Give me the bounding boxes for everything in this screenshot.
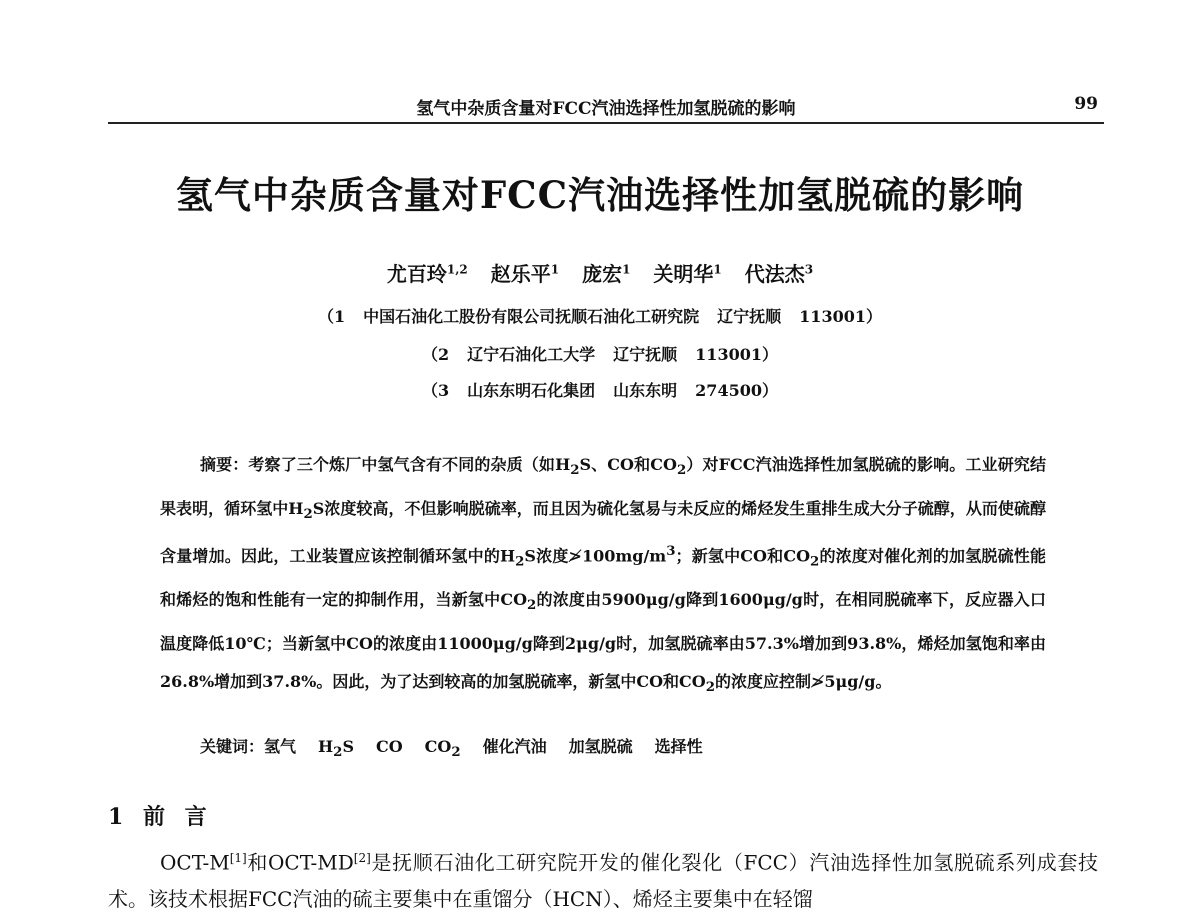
author-name: 尤百玲	[386, 262, 447, 286]
author-name: 关明华	[653, 262, 714, 286]
keywords	[200, 734, 725, 760]
affiliation-place: 辽宁抚顺	[613, 345, 678, 364]
section-number: 1	[108, 804, 130, 830]
affiliation-1	[0, 304, 1200, 327]
abstract-label: 摘要：	[200, 455, 249, 474]
author	[745, 262, 813, 286]
abstract: 摘要：考察了三个炼厂中氢气含有不同的杂质（如$H_2S$、CO和$CO_2$）对FCC汽油选择性加氢脱硫的影响。工业研究结果表明，循环氢中$H_2S$浓度较高，不但影响脱硫率，而且因为硫化氢易与未反应的烯烃发生重排生成大分子硫醇，从而使硫醇含量增加。因此，工业装置应该控制循环氢中的$H_2S$浓度$≯100mg/m^3$；新氢中CO和$CO_2$的浓度对催化剂的加氢脱硫性能和烯烃的饱和性能有一定的抑制作用，当新氢中$CO_2$的浓度由5900μg/g降到1600μg/g时，在相同脱硫率下，反应器入口温度降低10℃；当新氢中CO的浓度由11000μg/g降到2μg/g时，加氢脱硫率由57.3%增加到93.8%，烯烃加氢饱和率由26.8%增加到37.8%。因此，为了达到较高的加氢脱硫率，新氢中CO和$CO_2$的浓度应控制≯5μg/g。	[160, 455, 1046, 695]
author-affiliation-mark: 1	[622, 262, 631, 277]
author-name: 庞宏	[582, 262, 623, 286]
author	[582, 262, 630, 286]
section-title: 前 言	[142, 804, 213, 830]
author-name: 赵乐平	[490, 262, 551, 286]
section-heading	[108, 800, 213, 831]
citation: [1]	[229, 851, 247, 865]
affiliation-org: 中国石油化工股份有限公司抚顺石油化工研究院	[363, 307, 700, 326]
keyword: 催化汽油	[482, 737, 547, 756]
affiliation-number: （2	[422, 345, 450, 364]
keyword: 加氢脱硫	[568, 737, 633, 756]
author-name: 代法杰	[744, 262, 805, 286]
author-affiliation-mark: 3	[804, 262, 814, 277]
affiliation-org: 山东东明石化集团	[467, 381, 596, 400]
affiliation-zip: 274500）	[695, 381, 778, 400]
author	[387, 262, 468, 286]
author-affiliation-mark: 1,2	[446, 262, 468, 277]
keyword: $CO_2$	[424, 737, 461, 761]
author-affiliation-mark: 1	[550, 262, 560, 277]
author-affiliation-mark: 1	[713, 262, 722, 277]
affiliation-number: （3	[422, 381, 450, 400]
running-title: 氢气中杂质含量对FCC汽油选择性加氢脱硫的影响	[416, 99, 796, 119]
affiliation-zip: 113001）	[799, 307, 882, 326]
keyword: 氢气	[264, 737, 297, 756]
author	[653, 262, 721, 286]
affiliation-3	[0, 378, 1200, 401]
affiliation-number: （1	[318, 307, 346, 326]
paper-title: 氢气中杂质含量对FCC汽油选择性加氢脱硫的影响	[175, 173, 1025, 217]
page-number: 99	[1074, 94, 1098, 114]
affiliation-org: 辽宁石油化工大学	[467, 345, 596, 364]
keyword: $H_2S$	[318, 737, 354, 761]
keywords-label: 关键词：	[200, 737, 265, 756]
running-header	[108, 92, 1104, 124]
keyword: 选择性	[654, 737, 703, 756]
citation: [2]	[353, 851, 371, 865]
affiliation-place: 辽宁抚顺	[717, 307, 782, 326]
author-list	[0, 258, 1200, 287]
affiliation-zip: 113001）	[695, 345, 778, 364]
affiliation-2	[0, 342, 1200, 365]
author	[491, 262, 559, 286]
keyword: CO	[376, 737, 403, 756]
affiliation-place: 山东东明	[613, 381, 678, 400]
body-paragraph: OCT-M[1]和OCT-MD[2]是抚顺石油化工研究院开发的催化裂化（FCC）汽油选择性加氢脱硫系列成套技术。该技术根据FCC汽油的硫主要集中在重馏分（HCN）、烯烃主要集中在轻馏	[108, 850, 1099, 911]
